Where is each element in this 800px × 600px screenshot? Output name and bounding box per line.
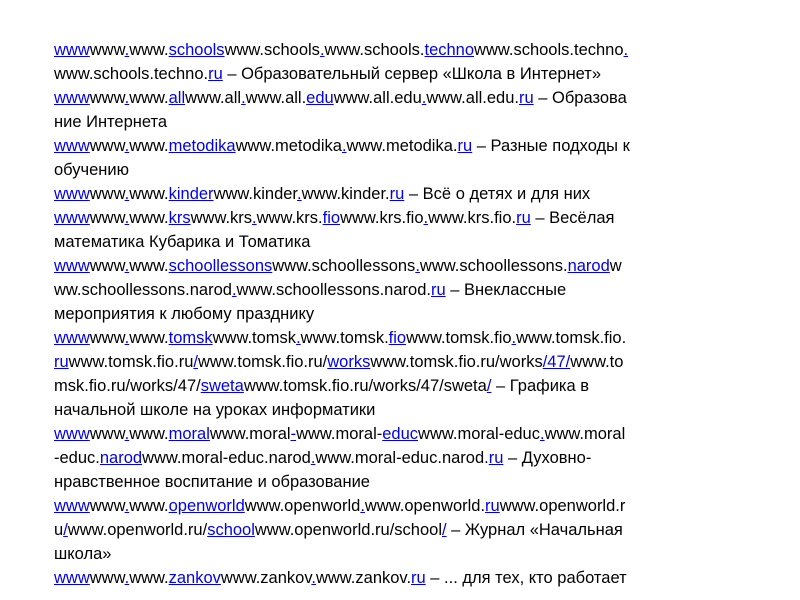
line-text: www.tomsk.fio.ru/works	[370, 353, 543, 371]
hyperlink[interactable]: www	[54, 569, 90, 587]
line-text: www.tomsk.fio.	[516, 329, 627, 347]
line-text: www.zankov.	[315, 569, 412, 587]
hyperlink[interactable]: /	[486, 377, 492, 395]
line-text: www.kinder	[213, 185, 298, 203]
hyperlink[interactable]: .	[124, 41, 130, 59]
line-text: www.openworld.ru/school	[254, 521, 442, 539]
line-text: www.moral	[544, 425, 626, 443]
text-line	[54, 278, 754, 302]
line-text: www.tomsk.	[300, 329, 389, 347]
hyperlink[interactable]: .	[360, 497, 365, 515]
hyperlink[interactable]: www	[54, 185, 90, 203]
hyperlink[interactable]: narod	[567, 257, 610, 275]
line-text: w	[609, 257, 622, 275]
hyperlink[interactable]: .	[540, 425, 545, 443]
line-text: – Духовно-	[503, 449, 592, 467]
hyperlink[interactable]: .	[124, 257, 130, 275]
hyperlink[interactable]: .	[124, 329, 130, 347]
hyperlink[interactable]: moral	[168, 425, 210, 443]
line-text: www.tomsk.fio	[406, 329, 512, 347]
line-text: www.schools.techno.	[54, 65, 209, 83]
line-text: www.schoollessons	[272, 257, 416, 275]
hyperlink[interactable]: ru	[488, 449, 504, 467]
text-line	[54, 38, 754, 62]
line-text: www.krs.	[256, 209, 323, 227]
line-text: www	[89, 137, 125, 155]
line-text: www.openworld.	[364, 497, 486, 515]
line-text: www.moral-educ	[418, 425, 540, 443]
line-text: начальной школе на уроках информатики	[54, 401, 376, 419]
hyperlink[interactable]: narod	[99, 449, 143, 467]
hyperlink[interactable]: -	[290, 425, 297, 443]
line-text: – ... для тех, кто работает	[425, 569, 627, 587]
line-text: www	[89, 89, 125, 107]
line-text: www.all.edu.	[426, 89, 519, 107]
hyperlink[interactable]: .	[241, 89, 246, 107]
hyperlink[interactable]: ru	[208, 65, 223, 83]
line-text: www.	[129, 185, 169, 203]
line-text: www	[89, 497, 125, 515]
line-text: u	[54, 521, 64, 539]
hyperlink[interactable]: .	[124, 209, 130, 227]
line-text: – Весёлая	[530, 209, 615, 227]
text-line	[54, 134, 754, 158]
line-text: – Внеклассные	[445, 281, 567, 299]
text-line	[54, 230, 754, 254]
hyperlink[interactable]: www	[54, 209, 90, 227]
hyperlink[interactable]: .	[124, 185, 130, 203]
hyperlink[interactable]: www	[54, 425, 90, 443]
text-line	[54, 182, 754, 206]
line-text: www.schools	[224, 41, 320, 59]
line-text: www.	[129, 41, 169, 59]
hyperlink[interactable]: .	[231, 281, 237, 299]
text-line	[54, 254, 754, 278]
hyperlink[interactable]: fio	[322, 209, 341, 227]
line-text: www.moral-	[296, 425, 383, 443]
hyperlink[interactable]: ru	[516, 209, 531, 227]
line-text: www.krs.fio.	[428, 209, 517, 227]
line-text: ww.schoollessons.narod	[54, 281, 232, 299]
hyperlink[interactable]: school	[207, 521, 255, 539]
hyperlink[interactable]: .	[623, 41, 629, 59]
text-line	[54, 206, 754, 230]
hyperlink[interactable]: edu	[306, 89, 334, 107]
line-text: www.	[129, 89, 169, 107]
hyperlink[interactable]: ru	[389, 185, 405, 203]
line-text: www.all.edu	[333, 89, 422, 107]
hyperlink[interactable]: www	[54, 137, 90, 155]
hyperlink[interactable]: www	[54, 497, 90, 515]
text-line	[54, 398, 754, 422]
link-list	[54, 38, 754, 590]
text-line	[54, 518, 754, 542]
hyperlink[interactable]: techno	[424, 41, 475, 59]
line-text: www.schoollessons.	[419, 257, 568, 275]
line-text: www.moral-educ.narod.	[315, 449, 489, 467]
line-text: www.	[129, 329, 169, 347]
line-text: www	[89, 425, 125, 443]
text-line	[54, 350, 754, 374]
line-text: www.krs.fio	[340, 209, 424, 227]
line-text: – Журнал «Начальная	[446, 521, 623, 539]
hyperlink[interactable]: .	[124, 497, 130, 515]
hyperlink[interactable]: .	[415, 257, 420, 275]
hyperlink[interactable]: .	[421, 89, 427, 107]
hyperlink[interactable]: educ	[382, 425, 419, 443]
line-text: www	[89, 209, 125, 227]
line-text: www.moral-educ.narod	[142, 449, 311, 467]
line-text: www	[89, 329, 125, 347]
line-text: www.schools.techno	[474, 41, 624, 59]
line-text: www	[89, 185, 125, 203]
text-line	[54, 158, 754, 182]
line-text: www.	[129, 425, 169, 443]
line-text: www.tomsk.fio.ru	[68, 353, 194, 371]
hyperlink[interactable]: schoollessons	[168, 257, 273, 275]
line-text: www.	[129, 257, 169, 275]
hyperlink[interactable]: ru	[411, 569, 426, 587]
line-text: школа»	[54, 545, 112, 563]
line-text: www	[89, 569, 125, 587]
line-text: www.metodika	[235, 137, 342, 155]
hyperlink[interactable]: .	[124, 89, 130, 107]
line-text: msk.fio.ru/works/47/	[54, 377, 201, 395]
hyperlink[interactable]: .	[511, 329, 517, 347]
line-text: обучению	[54, 161, 129, 179]
text-line	[54, 374, 754, 398]
line-text: www.	[129, 209, 169, 227]
line-text: www.metodika.	[346, 137, 458, 155]
hyperlink[interactable]: metodika	[168, 137, 236, 155]
line-text: нравственное воспитание и образование	[54, 473, 370, 491]
hyperlink[interactable]: kinder	[168, 185, 214, 203]
line-text: www.tomsk	[212, 329, 297, 347]
line-text: www.schoollessons.narod.	[236, 281, 431, 299]
line-text: www.	[129, 497, 169, 515]
text-line	[54, 446, 754, 470]
line-text: математика Кубарика и Томатика	[54, 233, 311, 251]
hyperlink[interactable]: .	[124, 569, 130, 587]
hyperlink[interactable]: schools	[168, 41, 225, 59]
hyperlink[interactable]: /	[63, 521, 68, 539]
hyperlink[interactable]: sweta	[200, 377, 244, 395]
line-text: www	[89, 41, 125, 59]
line-text: мероприятия к любому празднику	[54, 305, 315, 323]
text-line	[54, 494, 754, 518]
text-line	[54, 566, 754, 590]
hyperlink[interactable]: .	[310, 449, 316, 467]
hyperlink[interactable]: www	[54, 257, 90, 275]
hyperlink[interactable]: ru	[430, 281, 446, 299]
line-text: – Всё о детях и для них	[404, 185, 591, 203]
line-text: – Образова	[533, 89, 627, 107]
hyperlink[interactable]: .	[296, 329, 301, 347]
line-text: www	[89, 257, 125, 275]
line-text: www.schools.	[324, 41, 425, 59]
line-text: www.tomsk.fio.ru/works/47/sweta	[243, 377, 487, 395]
hyperlink[interactable]: zankov	[168, 569, 221, 587]
hyperlink[interactable]: .	[252, 209, 257, 227]
hyperlink[interactable]: ru	[518, 89, 534, 107]
hyperlink[interactable]: .	[297, 185, 302, 203]
hyperlink[interactable]: krs	[168, 209, 191, 227]
hyperlink[interactable]: .	[311, 569, 316, 587]
text-line	[54, 110, 754, 134]
hyperlink[interactable]: www	[54, 89, 90, 107]
text-line	[54, 326, 754, 350]
line-text: www.zankov	[220, 569, 312, 587]
line-text: www.krs	[190, 209, 253, 227]
hyperlink[interactable]: fio	[388, 329, 407, 347]
text-line	[54, 422, 754, 446]
hyperlink[interactable]: ru	[457, 137, 473, 155]
hyperlink[interactable]: /	[193, 353, 198, 371]
hyperlink[interactable]: works	[327, 353, 371, 371]
hyperlink[interactable]: www	[54, 41, 90, 59]
line-text: www.moral	[209, 425, 291, 443]
hyperlink[interactable]: www	[54, 329, 90, 347]
text-line	[54, 470, 754, 494]
line-text: www.openworld.ru/	[67, 521, 208, 539]
line-text: www.	[129, 569, 169, 587]
hyperlink[interactable]: all	[168, 89, 186, 107]
line-text: www.openworld	[244, 497, 361, 515]
text-line	[54, 86, 754, 110]
hyperlink[interactable]: .	[423, 209, 429, 227]
line-text: – Образовательный сервер «Школа в Интернет»	[222, 65, 602, 83]
line-text: www.openworld.r	[499, 497, 626, 515]
line-text: www.tomsk.fio.ru/	[197, 353, 328, 371]
hyperlink[interactable]: tomsk	[168, 329, 213, 347]
hyperlink[interactable]: ru	[485, 497, 500, 515]
text-line	[54, 542, 754, 566]
hyperlink[interactable]: .	[124, 425, 130, 443]
text-line	[54, 302, 754, 326]
hyperlink[interactable]: ru	[54, 353, 69, 371]
line-text: www.all.	[245, 89, 307, 107]
line-text: – Разные подходы к	[472, 137, 630, 155]
line-text: www.to	[570, 353, 624, 371]
line-text: www.all	[185, 89, 242, 107]
hyperlink[interactable]: /47/	[542, 353, 571, 371]
hyperlink[interactable]: .	[124, 137, 130, 155]
hyperlink[interactable]: .	[319, 41, 325, 59]
line-text: -educ.	[54, 449, 100, 467]
hyperlink[interactable]: /	[441, 521, 447, 539]
line-text: www.kinder.	[301, 185, 390, 203]
line-text: ние Интернета	[54, 113, 168, 131]
text-line	[54, 62, 754, 86]
line-text: – Графика в	[491, 377, 590, 395]
hyperlink[interactable]: .	[341, 137, 347, 155]
hyperlink[interactable]: openworld	[168, 497, 245, 515]
line-text: www.	[129, 137, 169, 155]
